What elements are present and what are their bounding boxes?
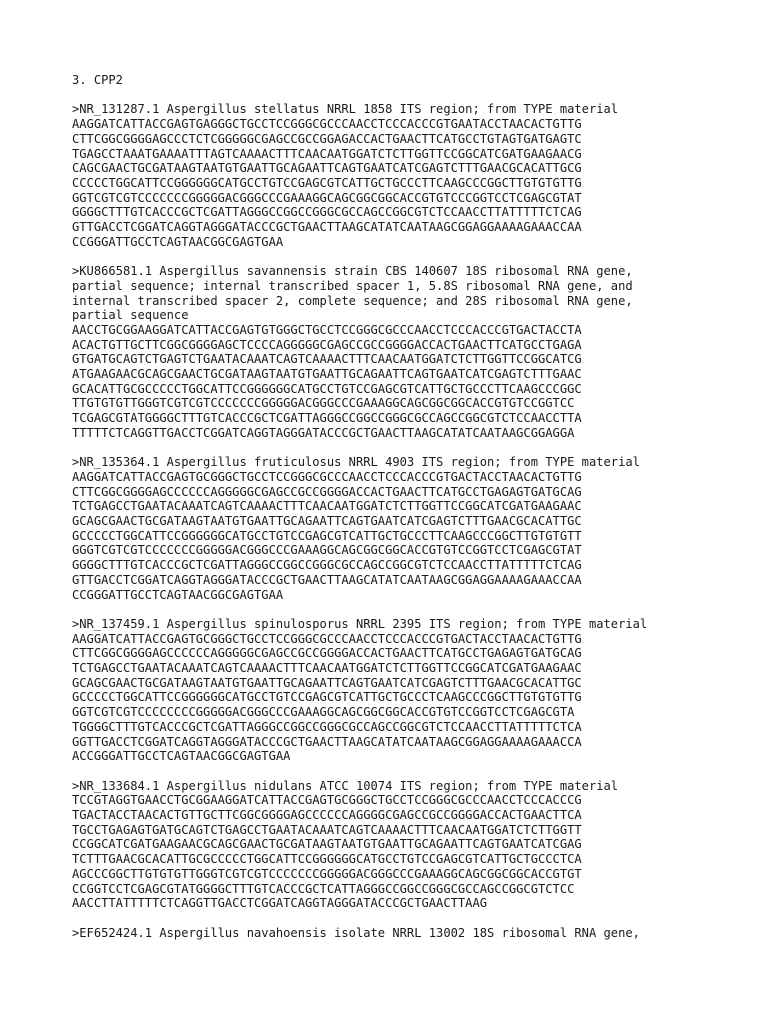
- sequence-line: CCGGGATTGCCTCAGTAACGGCGAGTGAA: [72, 587, 284, 602]
- sequence-line: ATGAAGAACGCAGCGAACTGCGATAAGTAATGTGAATTGCAGAATTCAGTGAATCATCGAGTCTTTGAAC: [72, 367, 582, 382]
- sequence-line: CTTCGGCGGGGAGCCCTCTCGGGGGCGAGCCGCCGGAGACCACTGAACTTCATGCCTGTAGTGATGAGTC: [72, 131, 582, 146]
- sequence-line: GTTGACCTCGGATCAGGTAGGGATACCCGCTGAACTTAAGCATATCAATAAGCGGAGGAAAAGAAACCAA: [72, 572, 582, 587]
- sequence-line: GCCCCCTGGCATTCCGGGGGGCATGCCTGTCCGAGCGTCATTGCTGCCCTTCAAGCCCGGCTTGTGTGTT: [72, 528, 582, 543]
- sequence-line: TCGAGCGTATGGGGCTTTGTCACCCGCTCGATTAGGGCCGGCCGGGCGCCAGCCGGCGTCTCCAACCTTA: [72, 411, 582, 426]
- sequence-line: GGTCGTCGTCCCCCCCCGGGGGACGGGCCCGAAAGGCAGCGGCGGCACCGTGTCCGGTCCTCGAGCGTA: [72, 705, 575, 720]
- sequence-line: AAGGATCATTACCGAGTGAGGGCTGCCTCCGGGCGCCCAACCTCCCACCCGTGAATACCTAACACTGTTG: [72, 117, 582, 132]
- sequence-line: TGACTACCTAACACTGTTGCTTCGGCGGGGAGCCCCCCAGGGGCGAGCCGCCGGGGACCACTGAACTTCA: [72, 808, 582, 823]
- fasta-entry: [72, 779, 762, 911]
- sequence-line: CCCCCTGGCATTCCGGGGGGCATGCCTGTCCGAGCGTCATTGCTGCCCTTCAAGCCCGGCTTGTGTGTTG: [72, 175, 582, 190]
- sequence-line: GTTGACCTCGGATCAGGTAGGGATACCCGCTGAACTTAAGCATATCAATAAGCGGAGGAAAAGAAACCAA: [72, 220, 582, 235]
- sequence-line: GCCCCCTGGCATTCCGGGGGGCATGCCTGTCCGAGCGTCATTGCTGCCCTCAAGCCCGGCTTGTGTGTTG: [72, 690, 582, 705]
- sequence-line: TTGTGTGTTGGGTCGTCGTCCCCCCCGGGGGACGGGCCCGAAAGGCAGCGGCGGCACCGTGTCCGGTCC: [72, 396, 575, 411]
- sequence-line: AACCTTATTTTTCTCAGGTTGACCTCGGATCAGGTAGGGATACCCGCTGAACTTAAG: [72, 896, 488, 911]
- fasta-header-line: >NR_135364.1 Aspergillus fruticulosus NRRL 4903 ITS region; from TYPE material: [72, 455, 640, 470]
- fasta-entry: [72, 617, 762, 764]
- sequence-line: GGGTCGTCGTCCCCCCCGGGGGACGGGCCCGAAAGGCAGCGGCGGCACCGTGTCCGGTCCTCGAGCGTAT: [72, 543, 582, 558]
- sequence-line: CCGGCATCGATGAAGAACGCAGCGAACTGCGATAAGTAATGTGAATTGCAGAATTCAGTGAATCATCGAG: [72, 837, 582, 852]
- sequence-line: TGAGCCTAAATGAAAATTTAGTCAAAACTTTCAACAATGGATCTCTTGGTTCCGGCATCGATGAAGAACG: [72, 146, 582, 161]
- sequence-line: CTTCGGCGGGGAGCCCCCCAGGGGGCGAGCCGCCGGGGACCACTGAACTTCATGCCTGAGAGTGATGCAG: [72, 646, 582, 661]
- fasta-header-line: >NR_137459.1 Aspergillus spinulosporus NRRL 2395 ITS region; from TYPE material: [72, 616, 648, 631]
- sequence-line: CAGCGAACTGCGATAAGTAATGTGAATTGCAGAATTCAGTGAATCATCGAGTCTTTGAACGCACATTGCG: [72, 161, 582, 176]
- sequence-line: GGTCGTCGTCCCCCCCGGGGGACGGGCCCGAAAGGCAGCGGCGGCACCGTGTCCCGGTCCTCGAGCGTAT: [72, 190, 582, 205]
- fasta-header-line: partial sequence; internal transcribed spacer 1, 5.8S ribosomal RNA gene, and: [72, 278, 633, 293]
- sequence-line: AACCTGCGGAAGGATCATTACCGAGTGTGGGCTGCCTCCGGGCGCCCAACCTCCCACCCGTGACTACCTA: [72, 322, 582, 337]
- sequence-line: GGTTGACCTCGGATCAGGTAGGGATACCCGCTGAACTTAAGCATATCAATAAGCGGAGGAAAAGAAACCA: [72, 734, 582, 749]
- sequence-line: GGGGCTTTGTCACCCGCTCGATTAGGGCCGGCCGGGCGCCAGCCGGCGTCTCCAACCTTATTTTTCTCAG: [72, 205, 582, 220]
- fasta-entry: [72, 926, 762, 941]
- sequence-line: TCTGAGCCTGAATACAAATCAGTCAAAACTTTCAACAATGGATCTCTTGGTTCCGGCATCGATGAAGAAC: [72, 661, 582, 676]
- sequence-line: AAGGATCATTACCGAGTGCGGGCTGCCTCCGGGCGCCCAACCTCCCACCCGTGACTACCTAACACTGTTG: [72, 631, 582, 646]
- sequence-line: CCGGTCCTCGAGCGTATGGGGCTTTGTCACCCGCTCATTAGGGCCGGCCGGGCGCCAGCCGGCGTCTCC: [72, 881, 575, 896]
- fasta-header-line: >EF652424.1 Aspergillus navahoensis isolate NRRL 13002 18S ribosomal RNA gene,: [72, 925, 640, 940]
- sequence-entries: [72, 102, 762, 940]
- sequence-line: GGGGCTTTGTCACCCGCTCGATTAGGGCCGGCCGGGCGCCAGCCGGCGTCTCCAACCTTATTTTTCTCAG: [72, 558, 582, 573]
- fasta-header-line: >NR_133684.1 Aspergillus nidulans ATCC 10074 ITS region; from TYPE material: [72, 778, 619, 793]
- section-heading: 3. CPP2: [72, 73, 123, 87]
- sequence-line: ACACTGTTGCTTCGGCGGGGAGCTCCCCAGGGGGCGAGCCGCCGGGGACCACTGAACTTCATGCCTGAGA: [72, 337, 582, 352]
- sequence-line: TCTGAGCCTGAATACAAATCAGTCAAAACTTTCAACAATGGATCTCTTGGTTCCGGCATCGATGAAGAAC: [72, 499, 582, 514]
- sequence-line: ACCGGGATTGCCTCAGTAACGGCGAGTGAA: [72, 749, 291, 764]
- sequence-line: GCAGCGAACTGCGATAAGTAATGTGAATTGCAGAATTCAGTGAATCATCGAGTCTTTGAACGCACATTGC: [72, 514, 582, 529]
- sequence-line: CTTCGGCGGGGAGCCCCCCAGGGGGCGAGCCGCCGGGGACCACTGAACTTCATGCCTGAGAGTGATGCAG: [72, 484, 582, 499]
- sequence-line: AAGGATCATTACCGAGTGCGGGCTGCCTCCGGGCGCCCAACCTCCCACCCGTGACTACCTAACACTGTTG: [72, 469, 582, 484]
- fasta-entry: [72, 102, 762, 249]
- sequence-line: TGGGGCTTTGTCACCCGCTCGATTAGGGCCGGCCGGGCGCCAGCCGGCGTCTCCAACCTTATTTTTCTCA: [72, 719, 582, 734]
- sequence-line: GCAGCGAACTGCGATAAGTAATGTGAATTGCAGAATTCAGTGAATCATCGAGTCTTTGAACGCACATTGC: [72, 675, 582, 690]
- fasta-header-line: >KU866581.1 Aspergillus savannensis strain CBS 140607 18S ribosomal RNA gene,: [72, 264, 633, 279]
- document-page: [72, 73, 762, 955]
- sequence-line: AGCCCGGCTTGTGTGTTGGGTCGTCGTCCCCCCCGGGGGACGGGCCCGAAAGGCAGCGGCGGCACCGTGT: [72, 866, 582, 881]
- fasta-entry: [72, 455, 762, 602]
- sequence-line: GCACATTGCGCCCCCTGGCATTCCGGGGGGCATGCCTGTCCGAGCGTCATTGCTGCCCTTCAAGCCCGGC: [72, 381, 582, 396]
- sequence-line: TTTTTCTCAGGTTGACCTCGGATCAGGTAGGGATACCCGCTGAACTTAAGCATATCAATAAGCGGAGGA: [72, 425, 575, 440]
- sequence-line: TCTTTGAACGCACATTGCGCCCCCTGGCATTCCGGGGGGCATGCCTGTCCGAGCGTCATTGCTGCCCTCA: [72, 852, 582, 867]
- sequence-line: CCGGGATTGCCTCAGTAACGGCGAGTGAA: [72, 234, 284, 249]
- sequence-line: TGCCTGAGAGTGATGCAGTCTGAGCCTGAATACAAATCAGTCAAAACTTTCAACAATGGATCTCTTGGTT: [72, 822, 582, 837]
- sequence-line: TCCGTAGGTGAACCTGCGGAAGGATCATTACCGAGTGCGGGCTGCCTCCGGGCGCCCAACCTCCCACCCG: [72, 793, 582, 808]
- fasta-header-line: partial sequence: [72, 308, 189, 323]
- fasta-header-line: internal transcribed spacer 2, complete sequence; and 28S ribosomal RNA gene,: [72, 293, 633, 308]
- fasta-header-line: >NR_131287.1 Aspergillus stellatus NRRL 1858 ITS region; from TYPE material: [72, 102, 619, 117]
- sequence-line: GTGATGCAGTCTGAGTCTGAATACAAATCAGTCAAAACTTTCAACAATGGATCTCTTGGTTCCGGCATCG: [72, 352, 582, 367]
- fasta-entry: [72, 264, 762, 440]
